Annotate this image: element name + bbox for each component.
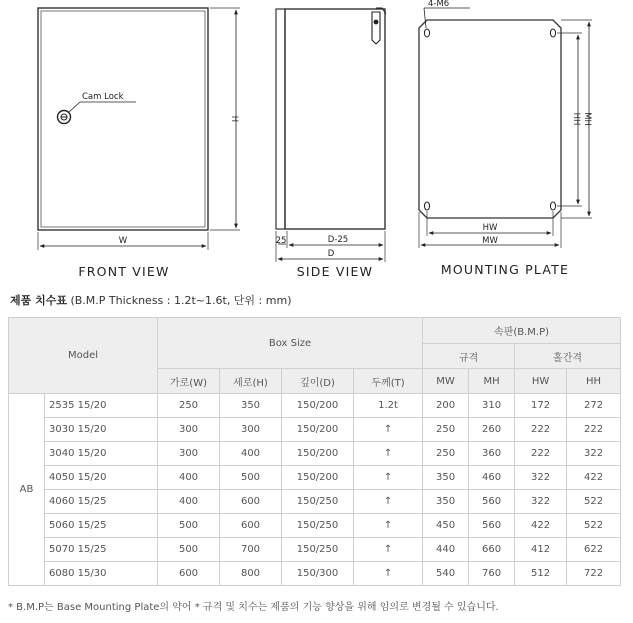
height-cell: 500 bbox=[220, 466, 282, 490]
header-mw: MW bbox=[423, 369, 469, 394]
width-cell: 500 bbox=[158, 514, 220, 538]
depth-cell: 150/250 bbox=[282, 490, 354, 514]
mounting-plate-drawing bbox=[419, 0, 592, 277]
width-cell: 300 bbox=[158, 418, 220, 442]
table-row bbox=[9, 490, 621, 514]
header-height: 세로(H) bbox=[220, 369, 282, 394]
technical-drawings bbox=[0, 0, 633, 285]
model-cell: 6080 15/30 bbox=[45, 562, 158, 586]
hh-cell: 522 bbox=[567, 514, 621, 538]
dimension-table bbox=[8, 317, 621, 586]
header-spec: 규격 bbox=[423, 344, 515, 369]
front-view-drawing bbox=[38, 8, 240, 279]
plate-width-label: MW bbox=[482, 236, 498, 246]
thickness-cell: ↑ bbox=[354, 514, 423, 538]
depth-cell: 150/250 bbox=[282, 514, 354, 538]
depth-cell: 150/200 bbox=[282, 394, 354, 418]
side-view-body bbox=[285, 9, 385, 229]
width-cell: 250 bbox=[158, 394, 220, 418]
mh-cell: 310 bbox=[469, 394, 515, 418]
front-width-label: W bbox=[118, 236, 128, 246]
thickness-cell: ↑ bbox=[354, 538, 423, 562]
width-cell: 300 bbox=[158, 442, 220, 466]
mh-cell: 760 bbox=[469, 562, 515, 586]
height-cell: 800 bbox=[220, 562, 282, 586]
thickness-cell: ↑ bbox=[354, 490, 423, 514]
table-title bbox=[10, 292, 291, 308]
mw-cell: 250 bbox=[423, 442, 469, 466]
mounting-hole-icon bbox=[550, 29, 555, 37]
side-inner-depth-label: D-25 bbox=[327, 235, 349, 245]
thickness-cell: ↑ bbox=[354, 442, 423, 466]
front-height-label: H bbox=[229, 115, 239, 123]
hw-cell: 172 bbox=[515, 394, 567, 418]
thickness-cell: ↑ bbox=[354, 562, 423, 586]
hw-cell: 322 bbox=[515, 490, 567, 514]
hh-cell: 222 bbox=[567, 418, 621, 442]
depth-cell: 150/250 bbox=[282, 538, 354, 562]
depth-cell: 150/200 bbox=[282, 442, 354, 466]
group-cell: AB bbox=[9, 394, 45, 586]
hole-width-label: HW bbox=[482, 223, 498, 233]
table-title-main: 제품 치수표 bbox=[10, 294, 67, 307]
height-cell: 300 bbox=[220, 418, 282, 442]
side-view-caption: SIDE VIEW bbox=[296, 264, 374, 279]
side-view-door bbox=[276, 9, 285, 229]
side-offset-label: 25 bbox=[275, 236, 287, 246]
table-title-note: (B.M.P Thickness : 1.2t~1.6t, 단위 : mm) bbox=[70, 294, 292, 307]
thickness-cell: 1.2t bbox=[354, 394, 423, 418]
thickness-cell: ↑ bbox=[354, 466, 423, 490]
side-depth-label: D bbox=[327, 249, 335, 259]
table-row bbox=[9, 562, 621, 586]
mounting-hole-label: 4-M6 bbox=[428, 0, 450, 9]
hw-cell: 222 bbox=[515, 442, 567, 466]
header-plate: 속판(B.M.P) bbox=[423, 318, 621, 344]
model-cell: 5060 15/25 bbox=[45, 514, 158, 538]
mh-cell: 260 bbox=[469, 418, 515, 442]
mounting-plate-outline bbox=[419, 20, 561, 218]
mounting-plate-caption: MOUNTING PLATE bbox=[440, 262, 570, 277]
model-cell: 5070 15/25 bbox=[45, 538, 158, 562]
height-cell: 400 bbox=[220, 442, 282, 466]
hw-cell: 422 bbox=[515, 514, 567, 538]
hh-cell: 322 bbox=[567, 442, 621, 466]
side-view-drawing bbox=[276, 8, 386, 279]
cam-lock-label: Cam Lock bbox=[82, 92, 124, 102]
header-hw: HW bbox=[515, 369, 567, 394]
hole-height-label: HH bbox=[571, 112, 581, 126]
depth-cell: 150/200 bbox=[282, 418, 354, 442]
height-cell: 600 bbox=[220, 490, 282, 514]
mounting-hole-icon bbox=[424, 29, 429, 37]
header-mh: MH bbox=[469, 369, 515, 394]
mw-cell: 250 bbox=[423, 418, 469, 442]
mw-cell: 450 bbox=[423, 514, 469, 538]
hh-cell: 272 bbox=[567, 394, 621, 418]
hw-cell: 412 bbox=[515, 538, 567, 562]
thickness-cell: ↑ bbox=[354, 418, 423, 442]
table-row bbox=[9, 514, 621, 538]
header-box-size: Box Size bbox=[158, 318, 423, 369]
width-cell: 400 bbox=[158, 466, 220, 490]
mh-cell: 660 bbox=[469, 538, 515, 562]
wall-bracket-icon bbox=[372, 12, 380, 44]
plate-height-label: MH bbox=[582, 112, 592, 126]
mw-cell: 350 bbox=[423, 490, 469, 514]
mw-cell: 200 bbox=[423, 394, 469, 418]
width-cell: 600 bbox=[158, 562, 220, 586]
width-cell: 400 bbox=[158, 490, 220, 514]
model-cell: 4060 15/25 bbox=[45, 490, 158, 514]
hh-cell: 422 bbox=[567, 466, 621, 490]
table-row bbox=[9, 394, 621, 418]
table-row bbox=[9, 538, 621, 562]
footnote: * B.M.P는 Base Mounting Plate의 약어 * 규격 및 치수는 제품의 기능 향상을 위해 임의로 변경될 수 있습니다. bbox=[8, 602, 499, 613]
hh-cell: 722 bbox=[567, 562, 621, 586]
mh-cell: 360 bbox=[469, 442, 515, 466]
hw-cell: 222 bbox=[515, 418, 567, 442]
hh-cell: 622 bbox=[567, 538, 621, 562]
model-cell: 2535 15/20 bbox=[45, 394, 158, 418]
mounting-hole-icon bbox=[550, 202, 555, 210]
mw-cell: 350 bbox=[423, 466, 469, 490]
height-cell: 350 bbox=[220, 394, 282, 418]
header-depth: 깊이(D) bbox=[282, 369, 354, 394]
width-cell: 500 bbox=[158, 538, 220, 562]
height-cell: 700 bbox=[220, 538, 282, 562]
depth-cell: 150/300 bbox=[282, 562, 354, 586]
mh-cell: 460 bbox=[469, 466, 515, 490]
header-hh: HH bbox=[567, 369, 621, 394]
hh-cell: 522 bbox=[567, 490, 621, 514]
front-view-caption: FRONT VIEW bbox=[78, 264, 170, 279]
table-row bbox=[9, 418, 621, 442]
model-cell: 3040 15/20 bbox=[45, 442, 158, 466]
header-model: Model bbox=[9, 318, 158, 394]
mh-cell: 560 bbox=[469, 514, 515, 538]
table-row bbox=[9, 442, 621, 466]
mh-cell: 560 bbox=[469, 490, 515, 514]
mw-cell: 540 bbox=[423, 562, 469, 586]
model-cell: 3030 15/20 bbox=[45, 418, 158, 442]
height-cell: 600 bbox=[220, 514, 282, 538]
table-row bbox=[9, 466, 621, 490]
mounting-hole-icon bbox=[424, 202, 429, 210]
hw-cell: 512 bbox=[515, 562, 567, 586]
header-width: 가로(W) bbox=[158, 369, 220, 394]
header-hole-spacing: 홀간격 bbox=[515, 344, 621, 369]
mw-cell: 440 bbox=[423, 538, 469, 562]
hw-cell: 322 bbox=[515, 466, 567, 490]
model-cell: 4050 15/20 bbox=[45, 466, 158, 490]
depth-cell: 150/200 bbox=[282, 466, 354, 490]
header-thickness: 두께(T) bbox=[354, 369, 423, 394]
